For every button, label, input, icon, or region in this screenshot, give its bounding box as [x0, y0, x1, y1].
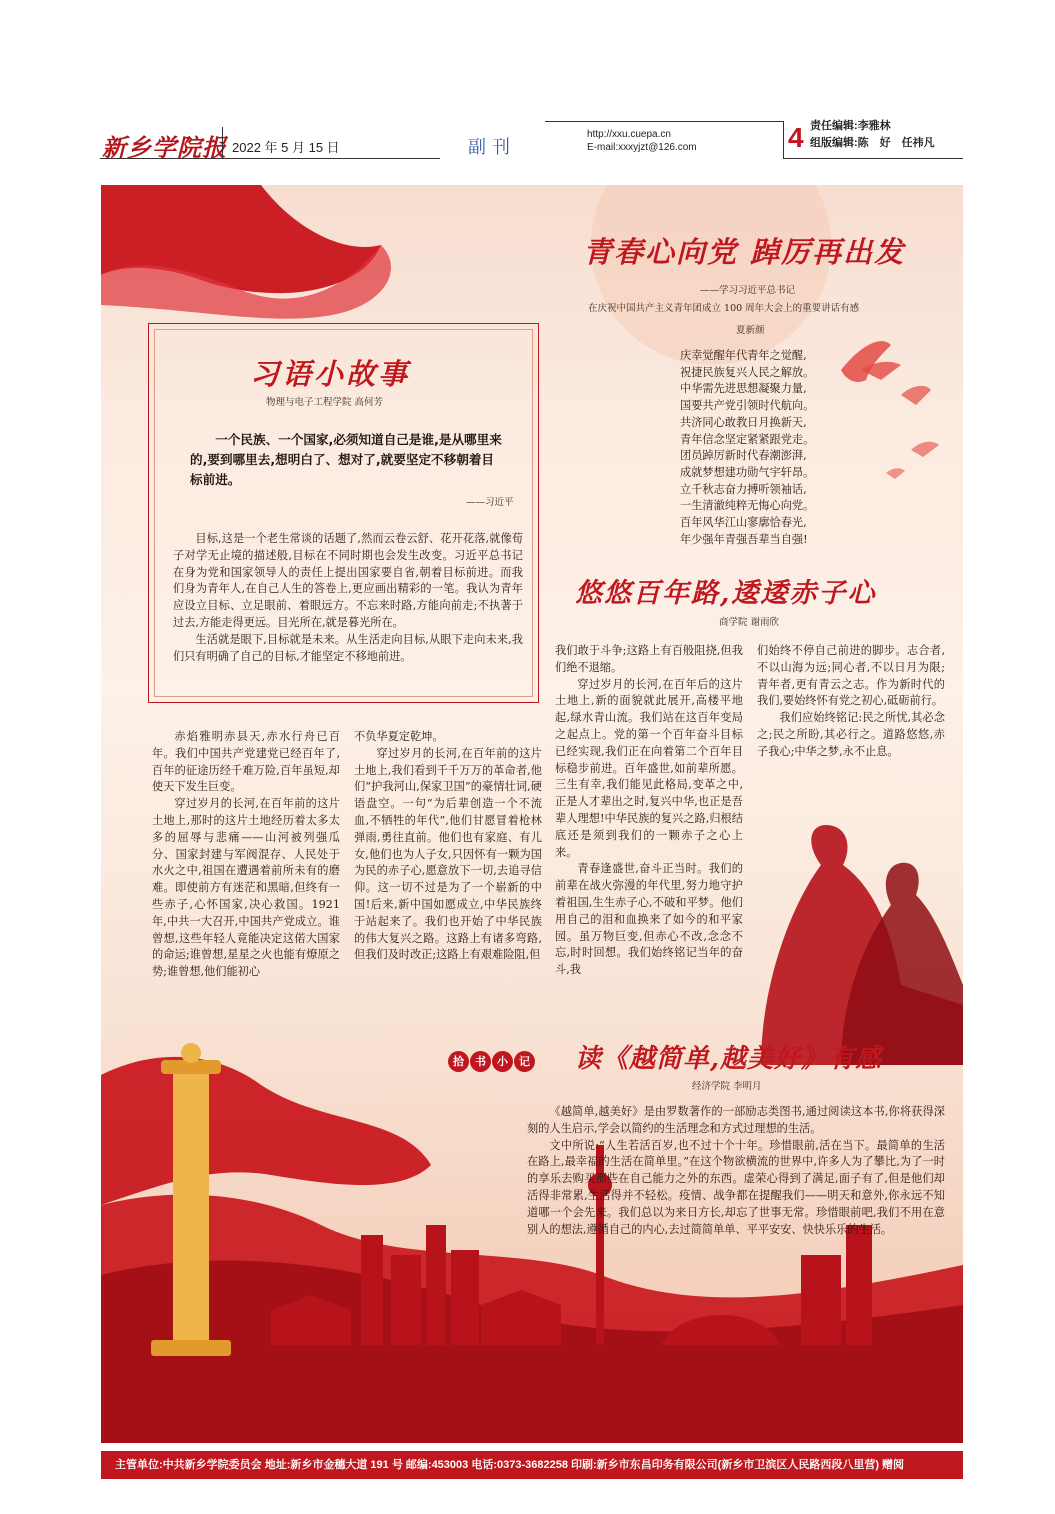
poem-line: 中华需先进思想凝聚力量, — [680, 382, 807, 396]
essay-column-2-lead: 不负华夏定乾坤。 — [354, 730, 444, 743]
column-tag-char: 小 — [492, 1051, 513, 1072]
dove-4 — [886, 468, 905, 479]
essay-paragraph: 我们应始终铭记:民之所忧,其必念之;民之所盼,其必行之。道路悠悠,赤子我心;中华之梦,永不止息。 — [757, 711, 945, 758]
essay-author: 商学院 谢雨欣 — [719, 617, 780, 628]
poem-line: 成就梦想建功勋气宇轩昂。 — [680, 465, 815, 479]
section-title: 副刊 — [468, 137, 516, 158]
story-quote: 一个民族、一个国家,必须知道自己是谁,是从哪里来的,要到哪里去,想明白了、想对了,就要坚定不移朝着目标前进。 — [190, 432, 502, 487]
essay-paragraph: 青春逢盛世,奋斗正当时。我们的前辈在战火弥漫的年代里,努力地守护着祖国,生生赤子心,不破和平梦。他们用自己的泪和血换来了如今的和平家园。虽万物巨变,但赤心不改,念念不忘,时时回想。我们始终铭记当年的奋斗,我 — [555, 862, 743, 977]
layout-editor: 组版编辑:陈 好 任祎凡 — [810, 137, 935, 149]
header-rule-right — [783, 158, 963, 159]
story-paragraph: 目标,这是一个老生常谈的话题了,然而云卷云舒、花开花落,就像荀子对学无止境的描述般,目标在不同时期也会发生改变。习近平总书记在身为党和国家领导人的责任上提出国家要自省,朝着目标前进。而我们身为青年人,在自己人生的答卷上,更应画出精彩的一笔。我认为青年应设立目标、立足眼前、着眼远方。不忘来时路,方能向前走;不执著于过去,方能走得更远。目光所在,就是暮光所在。 — [173, 532, 523, 629]
sun-halo — [591, 185, 831, 365]
essay-column-4-lead: 们始终不停自己前进的脚步。志合者,不以山海为远;同心者,不以日月为限;青年者,更有青云之志。作为新时代的我们,要始终怀有党之初心,砥砺前行。 — [757, 644, 945, 708]
page-number: 4 — [788, 122, 804, 153]
header-rule-top — [545, 121, 783, 122]
email-address[interactable]: E-mail:xxxyjzt@126.com — [587, 142, 697, 153]
saluting-silhouette — [761, 825, 963, 1065]
story-paragraph: 生活就是眼下,目标就是未来。从生活走向目标,从眼下走向未来,我们只有明确了自己的目标,才能坚定不移地前进。 — [173, 632, 523, 663]
review-body — [527, 1104, 945, 1238]
essay-column-2 — [354, 729, 542, 964]
poem-line: 百年风华江山寥廓恰春光, — [680, 516, 807, 530]
story-quote-source: ——习近平 — [466, 497, 514, 508]
poem-line: 庆幸觉醒年代青年之觉醒, — [680, 349, 807, 362]
flag-bottom — [101, 1057, 431, 1205]
poem-line: 国要共产党引领时代航向。 — [680, 399, 815, 413]
poem-line: 一生清澈纯粹无悔心向党。 — [680, 499, 815, 513]
poem-title: 青春心向党 踔厉再出发 — [583, 235, 906, 269]
contact-info — [587, 128, 697, 154]
essay-title: 悠悠百年路,逶逶赤子心 — [575, 578, 877, 609]
story-author: 物理与电子工程学院 高何芳 — [266, 397, 384, 408]
header-divider-2 — [783, 121, 784, 158]
issue-date: 2022 年 5 月 15 日 — [232, 140, 340, 155]
editor-credits — [810, 118, 935, 152]
essay-column-3 — [555, 643, 743, 979]
poem-line: 团员踔厉新时代春潮澎湃, — [680, 449, 807, 463]
newspaper-masthead: 新乡学院报 — [102, 133, 227, 162]
essay-column-3-body — [555, 677, 743, 979]
poem-line: 青年信念坚定紧紧跟党走。 — [680, 432, 815, 446]
header-divider-1 — [222, 127, 223, 158]
essay-paragraph: 赤焰雅明赤县天,赤水行舟已百年。我们中国共产党建党已经百年了,百年的征途历经千难万险,百年虽短,却使天下发生巨变。 — [152, 730, 340, 794]
poem-line: 立千秋志奋力搏听领袖话, — [680, 482, 807, 496]
column-tag-char: 拾 — [448, 1051, 469, 1072]
dove-2 — [901, 386, 931, 405]
review-author: 经济学院 李明月 — [692, 1081, 762, 1092]
essay-column-2-body — [354, 746, 542, 964]
essay-column-1 — [152, 729, 340, 981]
column-tag — [448, 1050, 536, 1072]
poem-line: 年少强年青强吾辈当自强! — [680, 532, 808, 546]
essay-column-3-lead: 我们敢于斗争;这路上有百般阻挠,但我们绝不退缩。 — [555, 644, 743, 674]
header-rule-left — [100, 158, 440, 159]
review-paragraph: 文中所说:“人生若活百岁,也不过十个十年。珍惜眼前,活在当下。最简单的生活在路上,最幸福的生活在简单里。”在这个物欲横流的世界中,许多人为了攀比,为了一时的享乐去购买那些在自己能力之外的东西。虚荣心得到了满足,面子有了,但是他们却活得非常累,生活得并不轻松。疫情、战争都在提醒我们——明天和意外,你永远不知道哪一个会先来。我们总以为来日方长,却忘了世事无常。珍惜眼前吧,我们不用在意别人的想法,遵循自己的内心,去过简简单单、平平安安、快快乐乐的生活。 — [527, 1138, 945, 1236]
poem-body — [680, 348, 830, 548]
essay-paragraph: 穿过岁月的长河,在百年后的这片土地上,新的面貌就此展开,高楼平地起,绿水青山流。我们站在这百年变局之起点上。党的第一个百年奋斗目标已经实现,我们正在向着第二个百年目标稳步前进。百年盛世,如前辈所愿。三生有幸,我们能见此格局,变革之中,正是人才辈出之时,复兴中华,也正是吾辈人理想!中华民族的复兴之路,归根结底还是须到我们的一颗赤子之心上来。 — [555, 677, 743, 859]
footer-bar: 主管单位:中共新乡学院委员会 地址:新乡市金穗大道 191 号 邮编:453003 电话:0373-3682258 印刷:新乡市东昌印务有限公司(新乡市卫滨区人民路西段八里营) 赠阅 — [101, 1451, 963, 1479]
website-url[interactable]: http://xxu.cuepa.cn — [587, 129, 671, 140]
column-tag-char: 书 — [470, 1051, 491, 1072]
review-paragraph: 《越简单,越美好》是由罗数著作的一部励志类图书,通过阅读这本书,你将获得深刻的人生启示,学会以简约的生活理念和方式过理想的生活。 — [527, 1105, 945, 1135]
essay-column-4 — [757, 643, 945, 761]
story-body — [173, 531, 523, 665]
essay-paragraph: 穿过岁月的长河,在百年前的这片土地上,我们看到千千万万的革命者,他们“护我河山,保家卫国”的豪情壮词,硬语盘空。一句“为后辈创造一个不流血,不牺牲的年代”,他们甘愿冒着枪林弹雨,勇往直前。他们也有家庭、有儿女,他们也为人子女,只因怀有一颗为国为民的赤子心,愿意放下一切,去追寻信仰。这一切不过是为了一个崭新的中国!后来,新中国如愿成立,中华民族终于站起来了。我们也开始了中华民族的伟大复兴之路。这路上有诸多弯路,但我们及时改正;这路上有艰难险阻,但 — [354, 746, 542, 962]
poem-line: 祝捷民族复兴人民之解放。 — [680, 365, 815, 379]
poem-author: 夏新颜 — [736, 325, 765, 336]
essay-column-4-body — [757, 710, 945, 760]
poem-subtitle-line1: ——学习习近平总书记 — [700, 285, 796, 296]
review-title: 读《越简单,越美好》有感 — [575, 1044, 883, 1074]
column-tag-char: 记 — [514, 1051, 535, 1072]
dove-3 — [911, 442, 939, 457]
poem-line: 共济同心敢教日月换新天, — [680, 415, 807, 429]
poem-subtitle-line2: 在庆祝中国共产主义青年团成立 100 周年大会上的重要讲话有感 — [588, 303, 860, 314]
story-title: 习语小故事 — [250, 357, 411, 391]
chief-editor: 责任编辑:李雅林 — [810, 120, 891, 132]
essay-paragraph: 穿过岁月的长河,在百年前的这片土地上,那时的这片土地经历着太多太多的屈辱与悲痛——山河被列强瓜分、国家封建与军阀混存、人民处于水火之中,祖国在遭遇着前所未有的磨难。即使前方有迷茫和黑暗,但终有一些赤子,心怀国家,决心救国。1921 年,中共一大召开,中国共产党成立。谁曾想,这些年轻人竟能决定这偌大国家的命运;谁曾想,星星之火也能有燎原之势;谁曾想,他们能初心 — [152, 797, 340, 979]
